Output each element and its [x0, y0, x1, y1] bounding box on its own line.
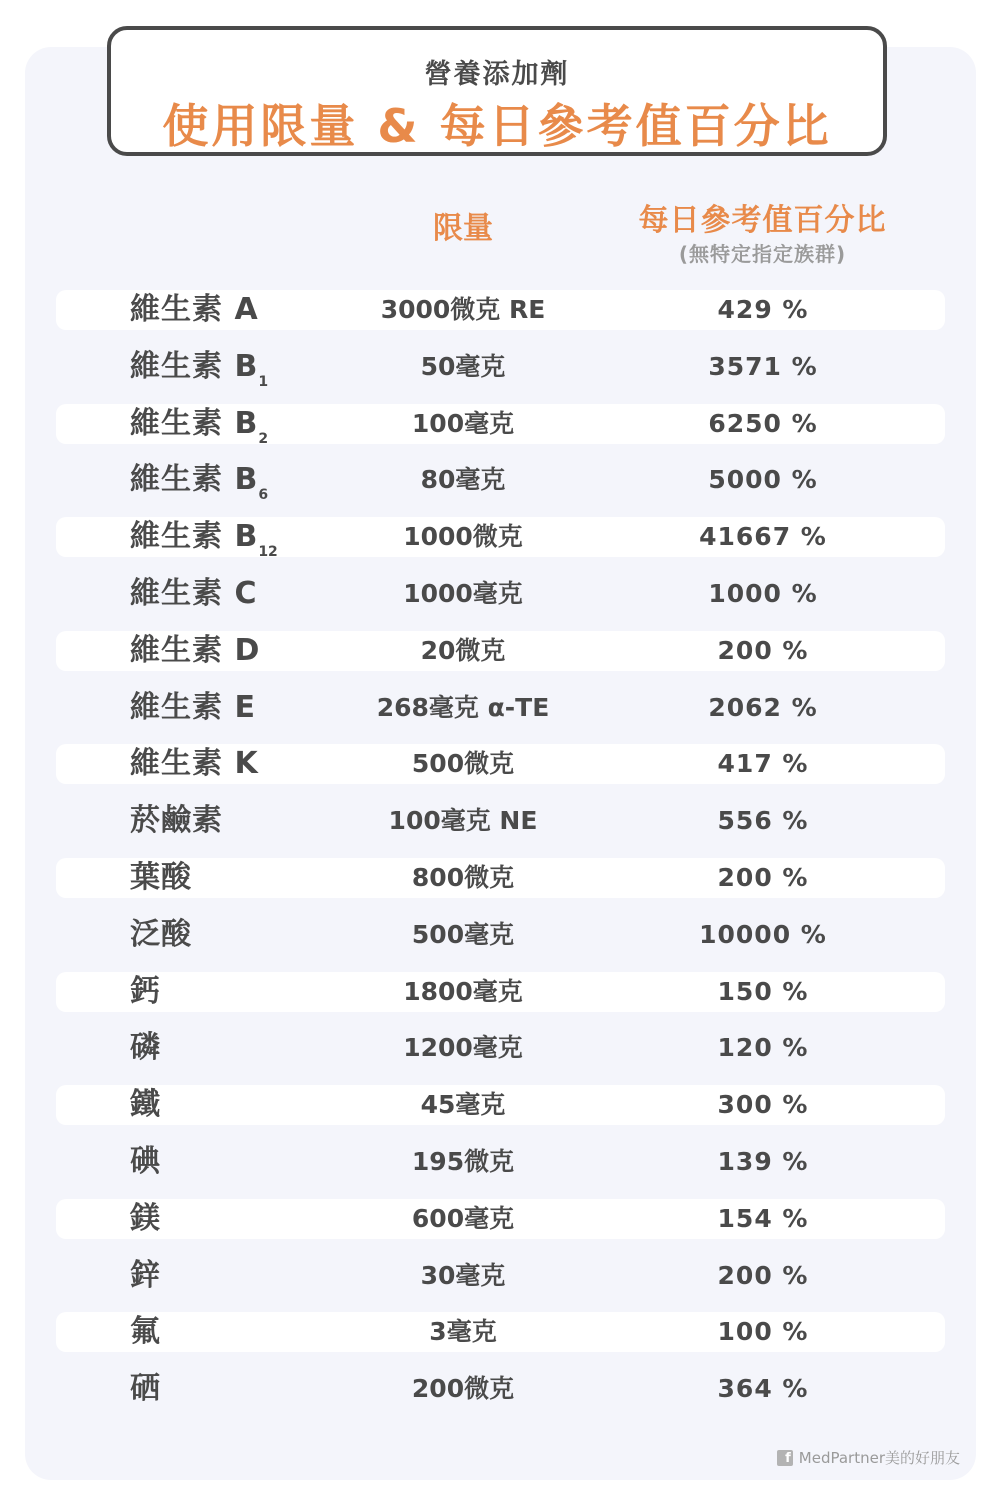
nutrient-name: [130, 1369, 161, 1409]
table-row: [56, 1142, 945, 1182]
nutrient-subscript: 1: [258, 373, 269, 390]
table-row: [56, 1312, 945, 1352]
nutrient-name: [130, 1199, 161, 1239]
footer-credit: [777, 1447, 960, 1468]
daily-value-percent: 364 %: [717, 1374, 809, 1404]
limit-value: 20微克: [420, 635, 506, 665]
nutrient-name-text: 葉酸: [130, 859, 192, 895]
limit-value: 30毫克: [420, 1260, 506, 1290]
nutrient-name: [130, 631, 260, 671]
limit-value: 500微克: [411, 749, 515, 779]
daily-value-percent: 150 %: [717, 976, 809, 1006]
column-header-daily-value: 每日參考值百分比: [638, 203, 887, 238]
limit-value: 3毫克: [429, 1317, 497, 1347]
daily-value-percent: 120 %: [717, 1033, 809, 1063]
limit-value: 268毫克 α-TE: [376, 692, 550, 722]
nutrient-name-text: 維生素 D: [130, 632, 261, 668]
page-title: 使用限量 & 每日參考值百分比: [162, 99, 832, 153]
nutrient-name: [130, 290, 259, 330]
limit-value: 1200毫克: [403, 1033, 523, 1063]
daily-value-percent: 139 %: [717, 1146, 809, 1176]
table-row: [56, 688, 945, 728]
table-row: [56, 744, 945, 784]
nutrient-name-text: 磷: [130, 1030, 161, 1066]
nutrient-name-text: 維生素 A: [130, 292, 259, 327]
nutrient-name: [130, 574, 257, 614]
nutrient-name: [130, 972, 161, 1012]
nutrient-subscript: 12: [258, 544, 278, 561]
nutrient-name: [130, 347, 268, 402]
nutrient-name-text: 維生素 B: [130, 519, 259, 555]
daily-value-percent: 417 %: [717, 749, 809, 779]
facebook-icon: f: [777, 1450, 793, 1466]
nutrient-name: [130, 688, 256, 728]
nutrient-subscript: 6: [258, 487, 269, 504]
table-row: [56, 517, 945, 561]
nutrient-name-text: 氟: [130, 1314, 161, 1350]
table-row: [56, 460, 945, 504]
nutrient-name-text: 維生素 B: [130, 462, 259, 498]
nutrient-name-text: 維生素 B: [130, 348, 259, 384]
page-subtitle: 營養添加劑: [424, 59, 570, 90]
nutrient-name: [130, 1028, 161, 1068]
nutrient-name: [130, 858, 192, 898]
nutrient-name: [130, 404, 268, 459]
table-row: [56, 1199, 945, 1239]
nutrient-subscript: 2: [258, 430, 269, 447]
limit-value: 500毫克: [411, 919, 515, 949]
nutrient-name: [130, 1256, 161, 1296]
table-row: [56, 1085, 945, 1125]
table-row: [56, 1256, 945, 1296]
nutrient-name: [130, 744, 259, 784]
table-row: [56, 915, 945, 955]
title-box: [107, 26, 887, 156]
limit-value: 45毫克: [420, 1090, 506, 1120]
nutrient-name: [130, 1142, 161, 1182]
nutrient-table: [56, 290, 945, 1426]
limit-value: 1800毫克: [403, 976, 523, 1006]
nutrient-name-text: 鈣: [130, 973, 161, 1009]
daily-value-percent: 154 %: [717, 1203, 809, 1233]
limit-value: 800微克: [411, 862, 515, 892]
table-row: [56, 404, 945, 447]
nutrient-name: [130, 1085, 161, 1125]
nutrient-name: [130, 801, 223, 841]
nutrient-name-text: 維生素 C: [130, 575, 258, 611]
daily-value-percent: 1000 %: [708, 578, 818, 608]
limit-value: 100毫克 NE: [388, 806, 538, 836]
limit-value: 3000微克 RE: [380, 295, 546, 324]
limit-value: 200微克: [411, 1374, 515, 1404]
column-header-daily-value-note: (無特定指定族群): [678, 242, 847, 266]
limit-value: 1000毫克: [403, 578, 523, 608]
nutrient-name-text: 泛酸: [130, 916, 192, 952]
limit-value: 195微克: [411, 1146, 515, 1176]
nutrient-name-text: 鋅: [130, 1257, 161, 1293]
nutrient-name-text: 維生素 E: [130, 689, 256, 725]
nutrient-name: [130, 517, 278, 572]
table-row: [56, 858, 945, 898]
limit-value: 1000微克: [403, 522, 523, 552]
nutrient-name: [130, 1312, 161, 1352]
nutrient-name: [130, 915, 192, 955]
limit-value: 600毫克: [411, 1203, 515, 1233]
daily-value-percent: 41667 %: [699, 522, 827, 552]
nutrient-name-text: 鐵: [130, 1087, 161, 1123]
daily-value-percent: 3571 %: [708, 351, 818, 381]
table-row: [56, 574, 945, 614]
daily-value-percent: 200 %: [717, 1260, 809, 1290]
daily-value-percent: 429 %: [717, 295, 809, 324]
table-row: [56, 347, 945, 390]
nutrient-name: [130, 460, 268, 515]
daily-value-percent: 5000 %: [708, 465, 818, 495]
limit-value: 80毫克: [420, 465, 506, 495]
daily-value-percent: 200 %: [717, 635, 809, 665]
daily-value-percent: 556 %: [717, 806, 809, 836]
limit-value: 50毫克: [420, 351, 506, 381]
nutrient-name-text: 菸鹼素: [130, 803, 223, 839]
table-row: [56, 631, 945, 671]
daily-value-percent: 6250 %: [708, 408, 818, 438]
nutrient-name-text: 鎂: [130, 1200, 161, 1236]
table-row: [56, 290, 945, 330]
nutrient-name-text: 維生素 K: [130, 746, 259, 782]
table-row: [56, 1028, 945, 1068]
nutrient-name-text: 維生素 B: [130, 405, 259, 441]
column-header-limit: 限量: [433, 211, 493, 246]
table-row: [56, 972, 945, 1012]
table-row: [56, 1369, 945, 1409]
table-row: [56, 801, 945, 841]
nutrient-name-text: 硒: [130, 1371, 161, 1407]
limit-value: 100毫克: [411, 408, 515, 438]
daily-value-percent: 2062 %: [708, 692, 818, 722]
footer-credit-text: MedPartner美的好朋友: [798, 1449, 960, 1467]
daily-value-percent: 100 %: [717, 1317, 809, 1347]
daily-value-percent: 300 %: [717, 1090, 809, 1120]
nutrient-name-text: 碘: [130, 1143, 161, 1179]
daily-value-percent: 10000 %: [699, 919, 827, 949]
daily-value-percent: 200 %: [717, 862, 809, 892]
